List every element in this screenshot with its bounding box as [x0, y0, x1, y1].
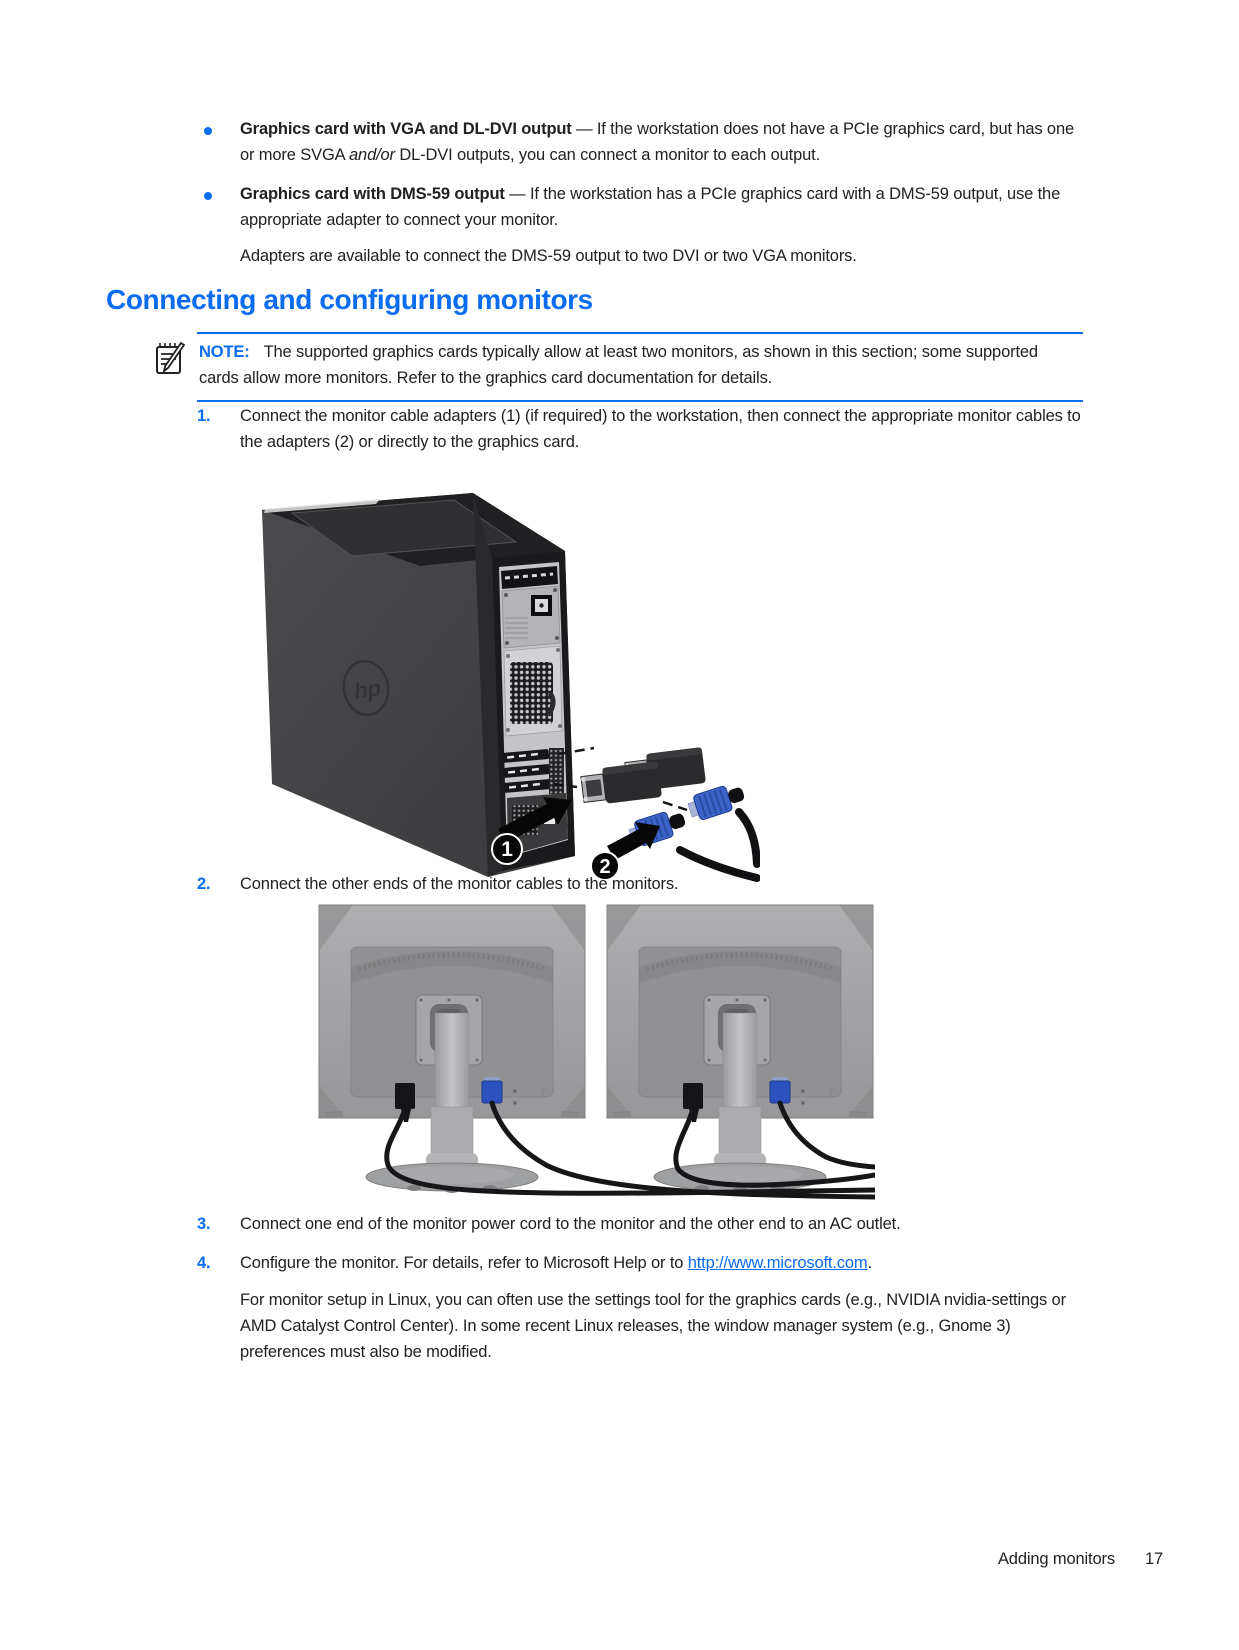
step-4-post: . [867, 1254, 872, 1272]
note-box [197, 332, 1083, 402]
footer-page-number: 17 [1144, 1550, 1163, 1568]
section-heading: Connecting and configuring monitors [106, 284, 593, 315]
step-number: 3. [197, 1215, 211, 1233]
bullet-marker [204, 127, 212, 135]
figure-workstation [250, 468, 760, 883]
bullet-body: If the workstation does not have a PCIe graphics card, but has one or more SVGA [240, 120, 1075, 164]
bullet-item-dms59 [240, 181, 1088, 233]
expansion-slots [502, 749, 552, 793]
step-2-text: Connect the other ends of the monitor cables to the monitors. [240, 875, 679, 893]
monitor-left [319, 905, 585, 1193]
microsoft-link[interactable]: http://www.microsoft.com [687, 1254, 868, 1272]
bullet-sep: — [571, 120, 597, 138]
svg-text:2: 2 [599, 856, 611, 878]
adapters-paragraph: Adapters are available to connect the DMS-59 output to two DVI or two VGA monitors. [240, 247, 857, 265]
dvi-adapters [580, 747, 706, 806]
note-label: NOTE: [199, 343, 250, 361]
footer-section: Adding monitors [997, 1550, 1115, 1568]
svg-text:hp: hp [352, 674, 383, 704]
bullet-marker [204, 192, 212, 200]
bullet-lead: Graphics card with DMS-59 output [240, 185, 505, 203]
note-text: The supported graphics cards typically allow at least two monitors, as shown in this section; some supported cards allow more monitors. Refer to the graphics card documentation for details. [199, 343, 1038, 387]
bullet-lead: Graphics card with VGA and DL-DVI output [240, 120, 572, 138]
bullet-sep: — [504, 185, 530, 203]
svg-text:1: 1 [501, 838, 513, 861]
step-1-text: Connect the monitor cable adapters (1) (if required) to the workstation, then connect the appropriate monitor cables to the adapters (2) or directly to the graphics card. [240, 407, 1081, 451]
arrow-2 [607, 822, 660, 860]
step-number: 4. [197, 1254, 211, 1272]
step-number: 1. [197, 407, 211, 425]
bullet-body: If the workstation has a PCIe graphics card with a DMS-59 output, use the appropriate adapter to connect your monitor. [240, 185, 1061, 229]
page-footer [0, 1546, 1163, 1572]
step-number: 2. [197, 875, 211, 893]
linux-paragraph: For monitor setup in Linux, you can often use the settings tool for the graphics cards (e.g., NVIDIA nvidia-settings or AMD Catalyst Control Center). In some recent Linux releases, the window manager system (e.g., Gnome 3) preferences must also be modified. [240, 1291, 1066, 1361]
callout-1 [492, 834, 522, 864]
step-4-text [240, 1250, 1082, 1276]
bullet-body-end: DL-DVI outputs, you can connect a monitor to each output. [394, 146, 821, 164]
bullet-italic: and/or [349, 146, 395, 164]
monitor-right [607, 905, 873, 1193]
note-icon [153, 338, 187, 376]
figure-monitors [318, 903, 875, 1203]
bullet-item-vga-dldvi [240, 116, 1088, 168]
step-3-text: Connect one end of the monitor power cord to the monitor and the other end to an AC outlet. [240, 1215, 901, 1233]
step-4-pre: Configure the monitor. For details, refer to Microsoft Help or to [240, 1254, 688, 1272]
